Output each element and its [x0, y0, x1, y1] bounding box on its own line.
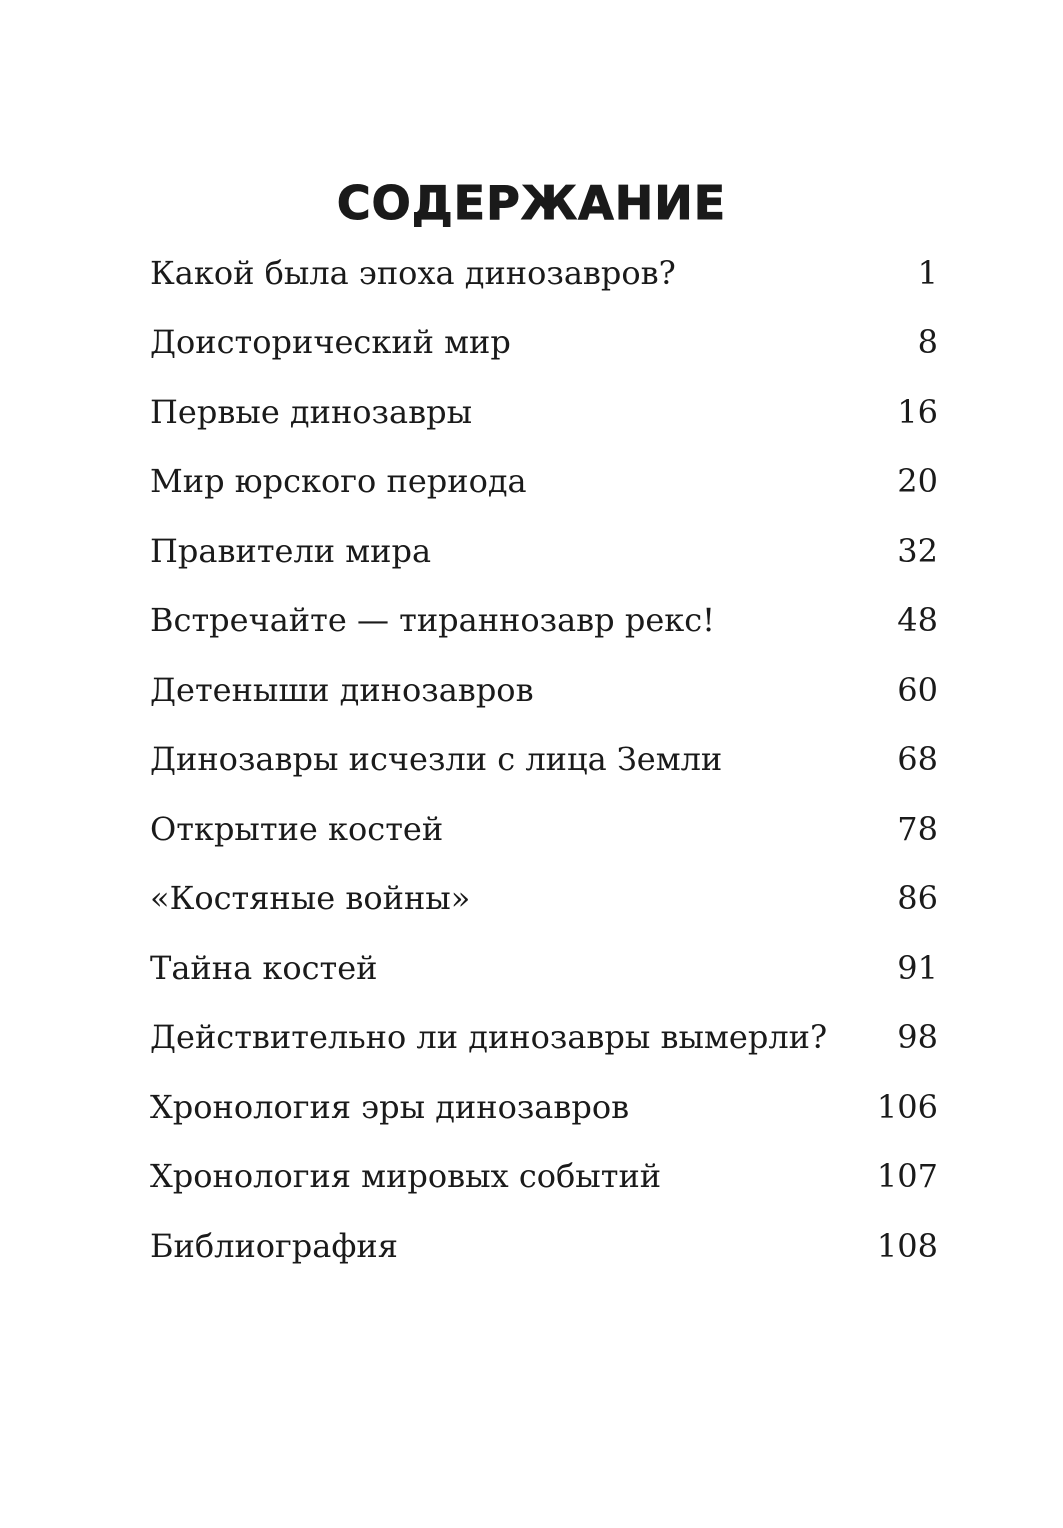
toc-entry [150, 655, 938, 725]
toc-entry-title: Доисторический мир [150, 323, 511, 362]
toc-entry-page: 60 [897, 670, 938, 709]
toc-entry-title: Встречайте — тираннозавр рекс! [150, 601, 716, 640]
toc-entry-page: 1 [917, 253, 938, 292]
toc-entry-page: 106 [876, 1087, 938, 1126]
toc-entry [150, 725, 938, 795]
toc-entry [150, 933, 938, 1003]
toc-entry [150, 864, 938, 934]
toc-entry [150, 238, 938, 308]
toc-entry-title: Динозавры исчезли с лица Земли [150, 740, 723, 779]
toc-entry-page: 91 [897, 948, 938, 987]
toc-entry-title: Мир юрского периода [150, 462, 527, 501]
toc-entry [150, 447, 938, 517]
toc-entry [150, 586, 938, 656]
toc-entry-page: 20 [897, 462, 938, 501]
toc-entry [150, 1211, 938, 1281]
toc-entry-title: Правители мира [150, 531, 432, 570]
toc-entry-title: «Костяные войны» [150, 879, 471, 918]
toc-entry [150, 1003, 938, 1073]
toc-entry-page: 32 [897, 531, 938, 570]
table-of-contents [150, 238, 938, 1281]
toc-entry-title: Открытие костей [150, 809, 444, 848]
toc-entry-title: Хронология мировых событий [150, 1157, 662, 1196]
toc-entry-page: 78 [897, 809, 938, 848]
toc-entry-title: Библиография [150, 1226, 398, 1265]
toc-entry-page: 108 [876, 1226, 938, 1265]
toc-entry-page: 86 [897, 879, 938, 918]
toc-entry [150, 794, 938, 864]
toc-entry-page: 48 [897, 601, 938, 640]
toc-entry-page: 107 [876, 1157, 938, 1196]
toc-entry [150, 1072, 938, 1142]
page-title: СОДЕРЖАНИЕ [336, 176, 727, 230]
toc-entry-page: 16 [897, 392, 938, 431]
toc-entry-page: 98 [897, 1018, 938, 1057]
toc-entry-title: Действительно ли динозавры вымерли? [150, 1018, 828, 1057]
toc-entry [150, 1142, 938, 1212]
toc-entry [150, 377, 938, 447]
toc-entry-title: Детеныши динозавров [150, 670, 534, 709]
toc-entry [150, 308, 938, 378]
toc-entry-title: Какой была эпоха динозавров? [150, 253, 676, 292]
toc-entry-title: Хронология эры динозавров [150, 1087, 630, 1126]
toc-entry-title: Тайна костей [150, 948, 378, 987]
toc-entry-page: 8 [917, 323, 938, 362]
toc-entry-page: 68 [897, 740, 938, 779]
toc-entry-title: Первые динозавры [150, 392, 473, 431]
toc-entry [150, 516, 938, 586]
